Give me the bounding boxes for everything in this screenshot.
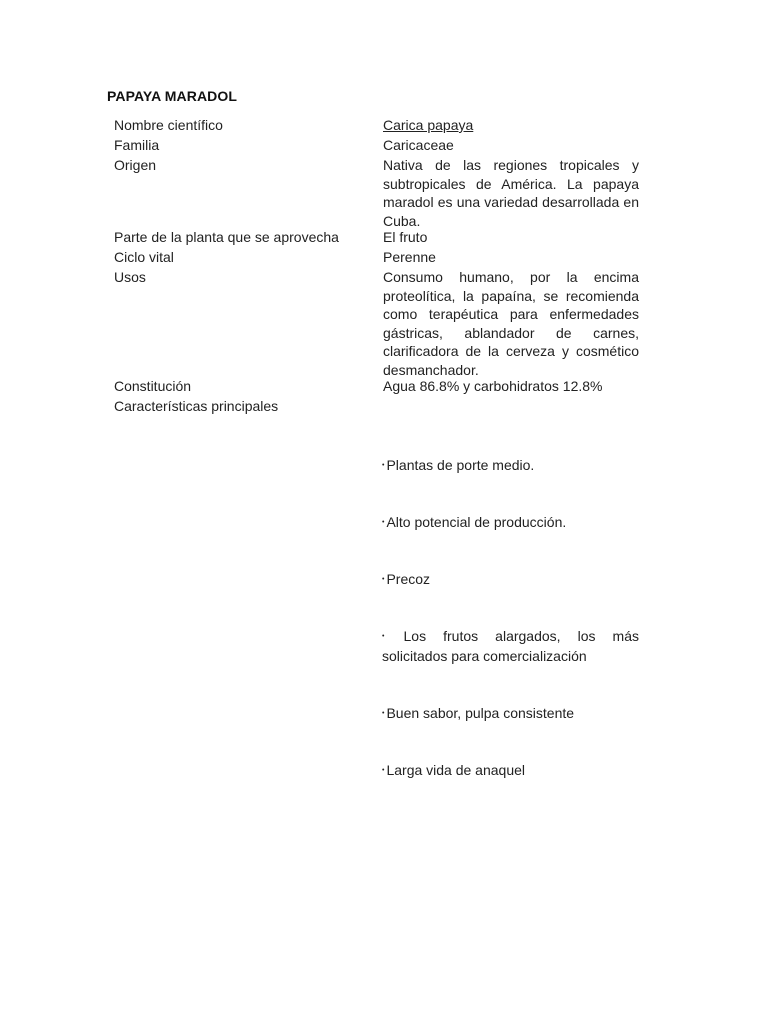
row-value-parte-planta: El fruto <box>383 229 428 245</box>
bullet-dot-icon: • <box>382 461 385 469</box>
characteristic-text: Buen sabor, pulpa consistente <box>386 705 575 721</box>
bullet-dot-icon: • <box>382 766 385 774</box>
row-value-ciclo-vital: Perenne <box>383 249 436 265</box>
row-label-constitucion: Constitución <box>114 378 192 394</box>
row-value-origen: Nativa de las regiones tropicales y subtropicales de América. La papaya maradol es una variedad desarrollada en Cuba. <box>383 157 639 229</box>
document-title: PAPAYA MARADOL <box>107 88 238 104</box>
characteristic-item <box>382 570 639 590</box>
characteristic-text: Los frutos alargados, los más <box>386 628 639 644</box>
characteristic-text: Plantas de porte medio. <box>386 457 535 473</box>
bullet-dot-icon: • <box>382 632 385 640</box>
characteristic-item <box>382 456 639 476</box>
characteristic-item <box>382 761 639 781</box>
characteristic-item <box>382 627 639 666</box>
row-label-ciclo-vital: Ciclo vital <box>114 249 174 265</box>
characteristic-text: Larga vida de anaquel <box>386 762 526 778</box>
row-label-usos: Usos <box>114 269 146 285</box>
bullet-dot-icon: • <box>382 709 385 717</box>
bullet-dot-icon: • <box>382 575 385 583</box>
row-label-origen: Origen <box>114 157 157 173</box>
characteristic-text-continuation: solicitados para comercialización <box>382 647 587 664</box>
characteristic-item <box>382 513 639 533</box>
bullet-dot-icon: • <box>382 518 385 526</box>
row-label-familia: Familia <box>114 137 160 153</box>
row-label-caracteristicas: Características principales <box>114 398 279 414</box>
row-value-constitucion: Agua 86.8% y carbohidratos 12.8% <box>383 378 603 394</box>
row-label-parte-planta: Parte de la planta que se aprovecha <box>114 229 339 245</box>
row-value-familia: Caricaceae <box>383 137 454 153</box>
characteristic-text: Precoz <box>386 571 431 587</box>
row-label-nombre-cientifico: Nombre científico <box>114 117 223 133</box>
row-value-nombre-cientifico: Carica papaya <box>383 117 474 133</box>
row-value-usos: Consumo humano, por la encima proteolítica, la papaína, se recomienda como terapéutica para enfermedades gástricas, ablandador de carnes, clarificadora de la cerveza y cosmético desmanchador. <box>383 269 639 378</box>
characteristic-item <box>382 704 639 724</box>
characteristic-text: Alto potencial de producción. <box>386 514 567 530</box>
